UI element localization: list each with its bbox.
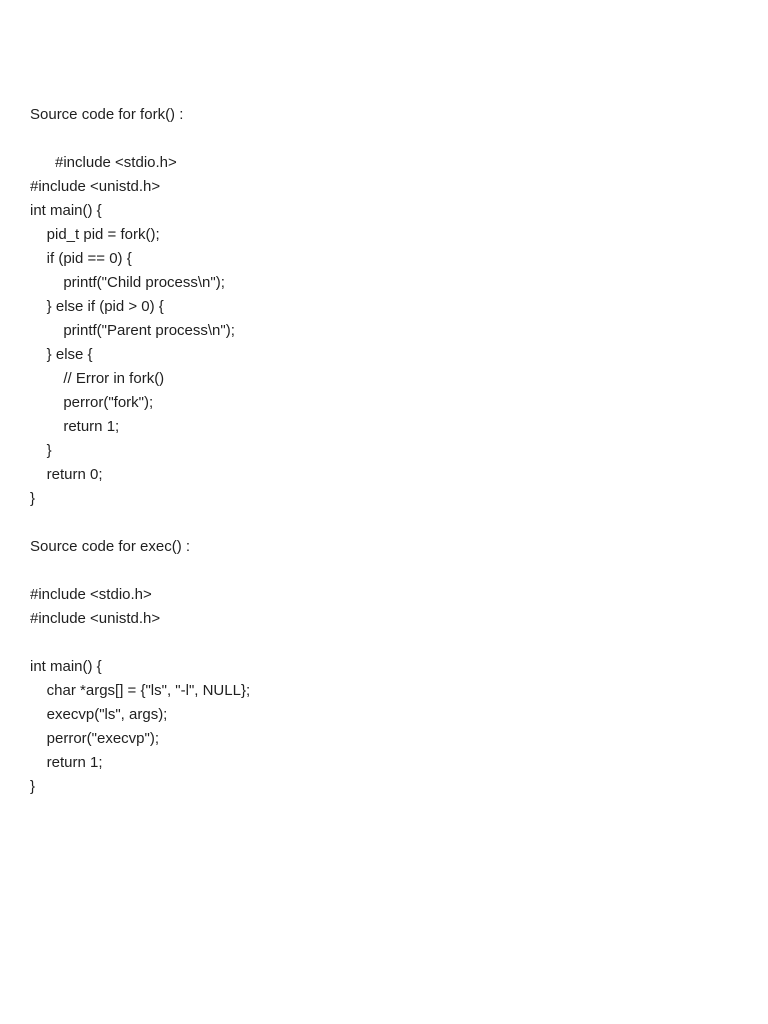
code-line: if (pid == 0) { [30, 250, 132, 267]
code-line: int main() { [30, 658, 102, 675]
code-line: perror("execvp"); [30, 730, 160, 747]
code-line: #include <stdio.h> [30, 154, 177, 171]
code-line: #include <unistd.h> [30, 610, 161, 627]
code-line: } else { [30, 346, 93, 363]
code-line: execvp("ls", args); [30, 706, 168, 723]
exec-heading: Source code for exec() : [30, 538, 191, 555]
code-line: } else if (pid > 0) { [30, 298, 164, 315]
code-line: printf("Child process\n"); [30, 274, 225, 291]
code-line: return 1; [30, 754, 103, 771]
code-line: int main() { [30, 202, 102, 219]
code-line: } [30, 778, 36, 795]
code-line: } [30, 490, 36, 507]
code-line: return 1; [30, 418, 120, 435]
code-line: #include <stdio.h> [30, 586, 152, 603]
code-line: printf("Parent process\n"); [30, 322, 235, 339]
code-line: pid_t pid = fork(); [30, 226, 160, 243]
code-line: perror("fork"); [30, 394, 154, 411]
code-line: return 0; [30, 466, 103, 483]
code-line: } [30, 442, 52, 459]
code-line: // Error in fork() [30, 370, 165, 387]
fork-heading: Source code for fork() : [30, 106, 184, 123]
code-line: char *args[] = {"ls", "-l", NULL}; [30, 682, 251, 699]
code-line: #include <unistd.h> [30, 178, 161, 195]
